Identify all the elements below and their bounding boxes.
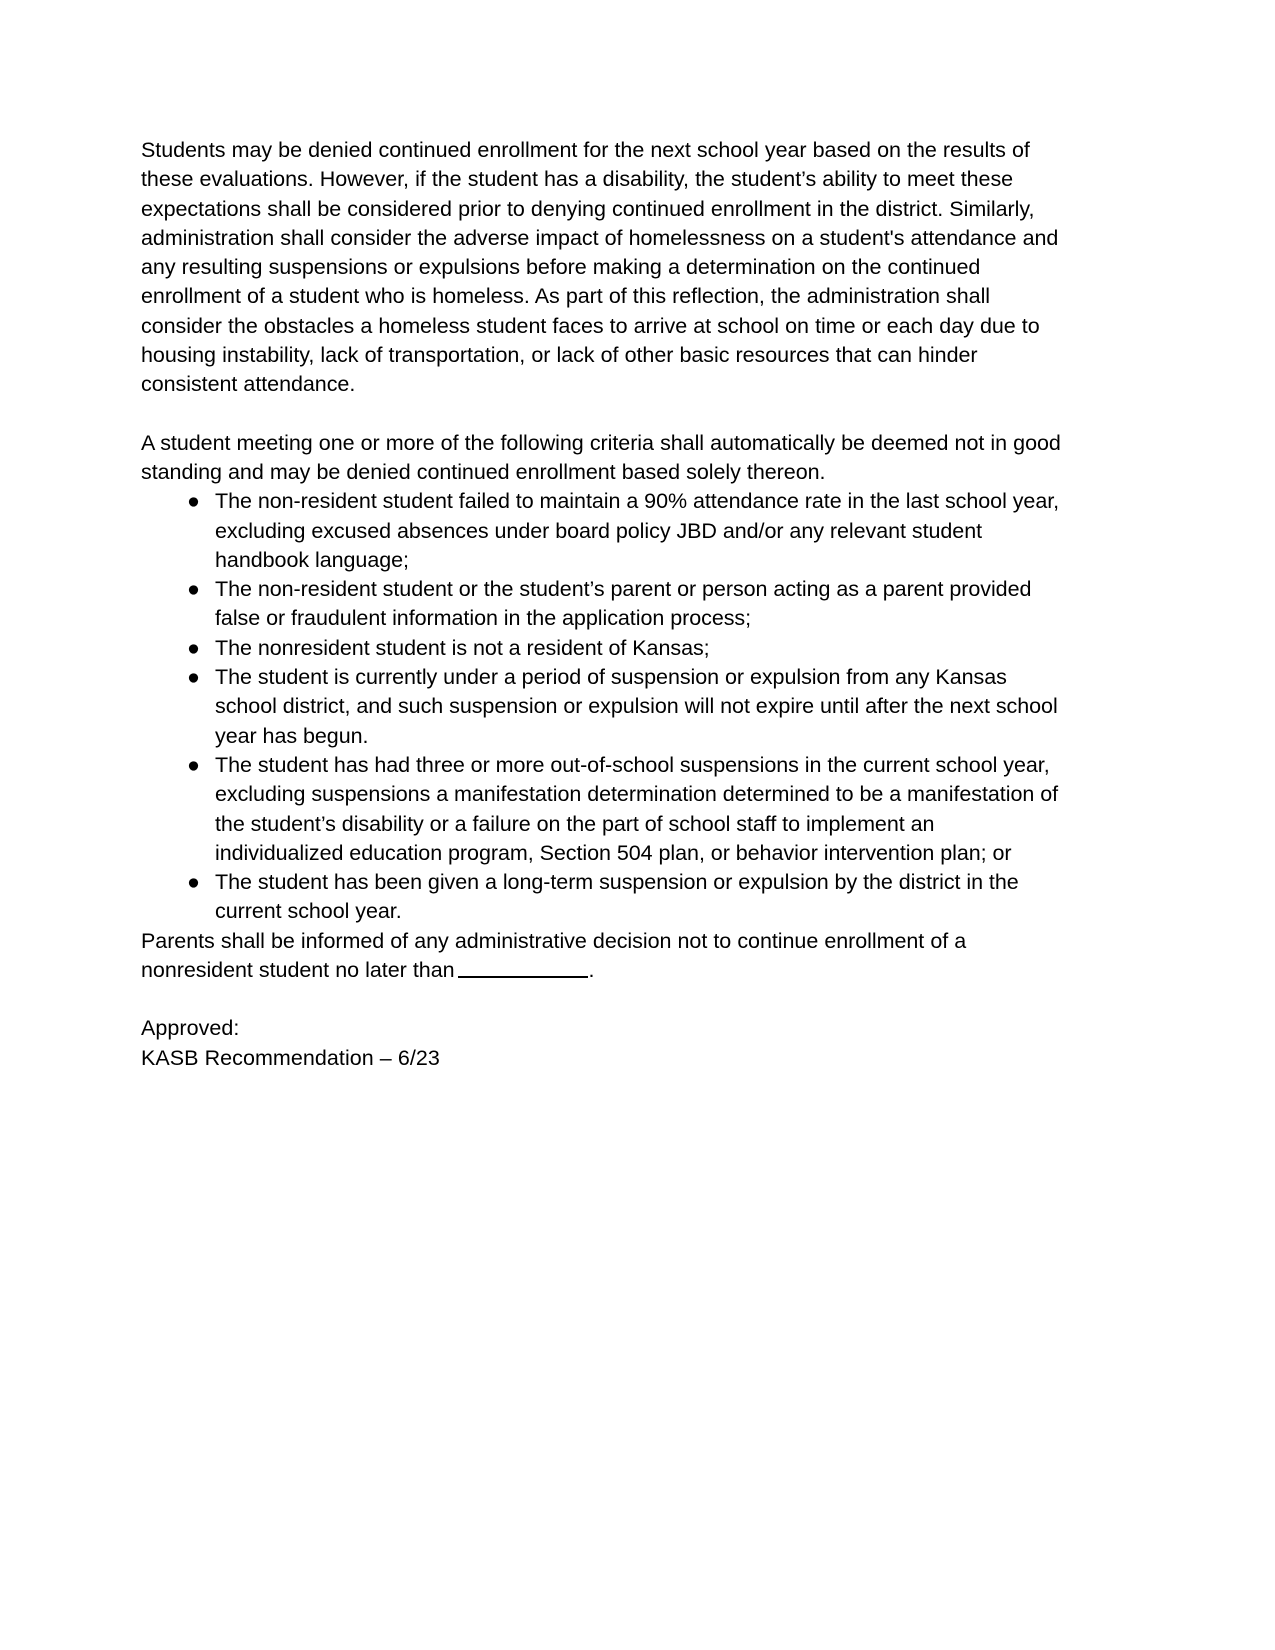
kasb-recommendation-line: KASB Recommendation – 6/23 <box>141 1045 440 1070</box>
bullet-icon: ● <box>187 870 200 895</box>
list-item <box>141 634 1061 663</box>
notification-text-after-blank: . <box>588 958 595 983</box>
bullet-icon: ● <box>187 489 200 514</box>
list-item <box>141 751 1061 868</box>
list-item <box>141 575 1061 634</box>
document-body <box>141 136 1061 1073</box>
list-item-text: The nonresident student is not a resident of Kansas; <box>215 635 710 660</box>
bullet-icon: ● <box>187 577 200 602</box>
approval-footer <box>141 1014 1061 1073</box>
fill-in-blank-line <box>458 959 588 978</box>
list-item <box>141 868 1061 927</box>
paragraph-criteria-intro: A student meeting one or more of the following criteria shall automatically be deemed not in good standing and may be denied continued enrollment based solely thereon. <box>141 430 1061 484</box>
list-item-text: The student has been given a long-term suspension or expulsion by the district in the current school year. <box>215 870 1019 924</box>
criteria-list <box>141 487 1061 926</box>
list-item <box>141 663 1061 751</box>
list-item-text: The student has had three or more out-of-school suspensions in the current school year, excluding suspensions a manifestation determination determined to be a manifestation of the student’s disability or a failure on the part of school staff to implement an individualized education program, Section 504 plan, or behavior intervention plan; or <box>215 752 1059 865</box>
paragraph-parent-notification <box>141 927 1061 986</box>
paragraph-enrollment-denial: Students may be denied continued enrollment for the next school year based on the results of these evaluations. However, if the student has a disability, the student’s ability to meet these expectations shall be considered prior to denying continued enrollment in the district. Similarly, administration shall consider the adverse impact of homelessness on a student's attendance and any resulting suspensions or expulsions before making a determination on the continued enrollment of a student who is homeless. As part of this reflection, the administration shall consider the obstacles a homeless student faces to arrive at school on time or each day due to housing instability, lack of transportation, or lack of other basic resources that can hinder consistent attendance. <box>141 138 1059 397</box>
list-item-text: The non-resident student or the student’s parent or person acting as a parent provided false or fraudulent information in the application process; <box>215 577 1032 631</box>
bullet-icon: ● <box>187 665 200 690</box>
list-item-text: The student is currently under a period of suspension or expulsion from any Kansas school district, and such suspension or expulsion will not expire until after the next school year has begun. <box>215 665 1058 748</box>
bullet-icon: ● <box>187 752 200 777</box>
list-item-text: The non-resident student failed to maintain a 90% attendance rate in the last school year, excluding excused absences under board policy JBD and/or any relevant student handbook language; <box>215 489 1060 572</box>
notification-text-before-blank: Parents shall be informed of any administrative decision not to continue enrollment of a nonresident student no later than <box>141 928 967 983</box>
bullet-icon: ● <box>187 635 200 660</box>
approved-label: Approved: <box>141 1016 240 1041</box>
list-item <box>141 487 1061 575</box>
